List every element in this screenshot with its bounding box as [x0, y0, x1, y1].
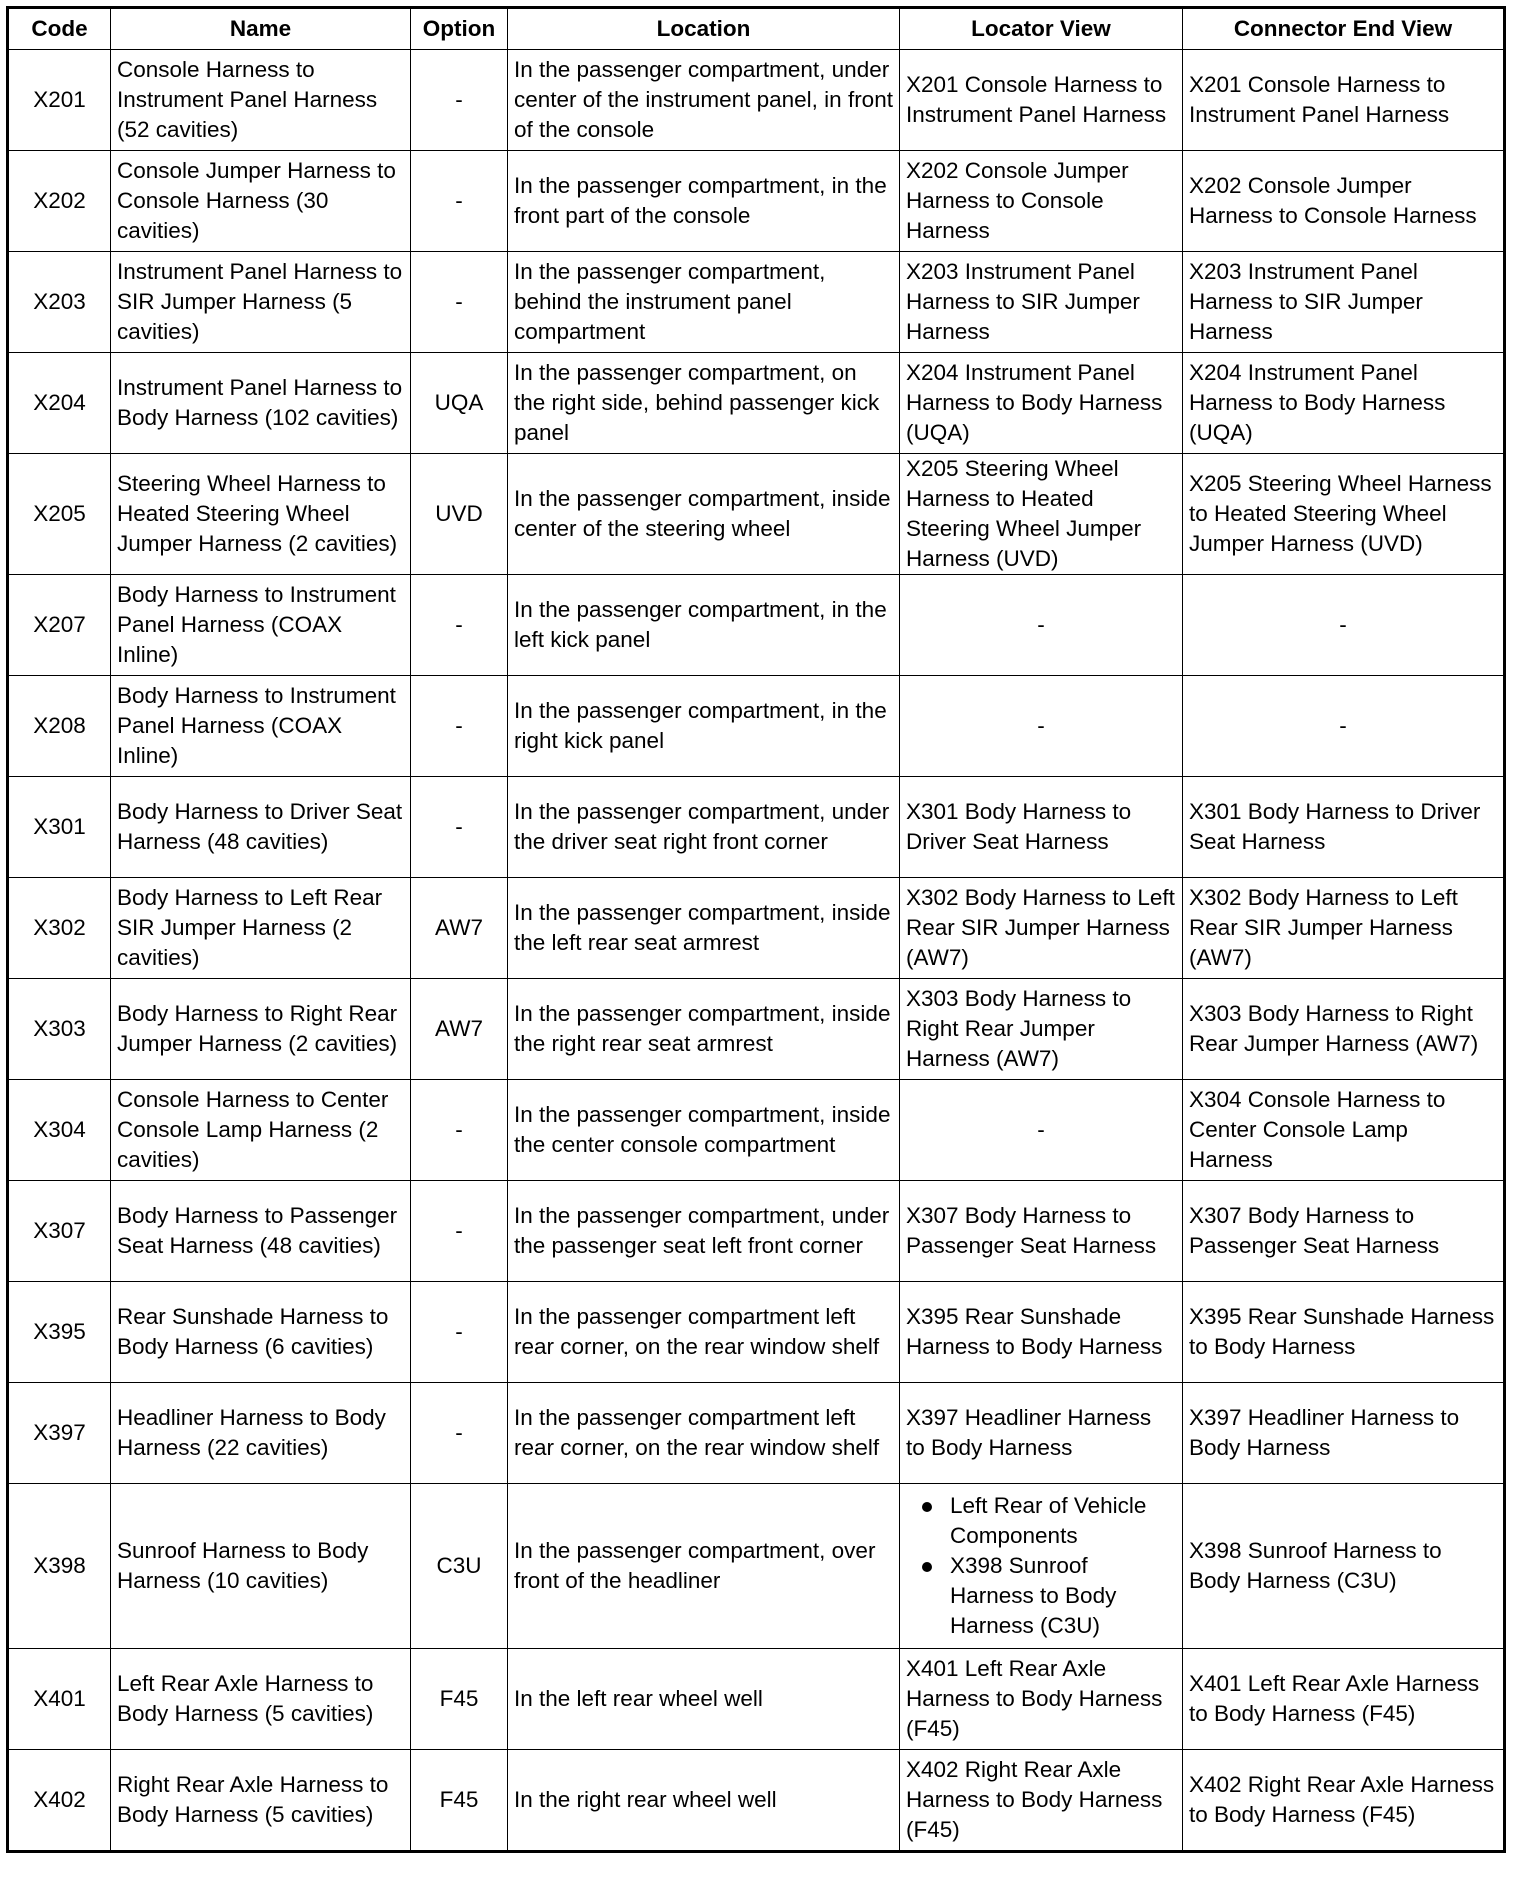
cell-location: In the right rear wheel well [508, 1750, 900, 1852]
bullet-list [906, 1491, 1176, 1641]
cell-locator-view: X201 Console Harness to Instrument Panel Harness [900, 50, 1183, 151]
cell-connector-end-view: X301 Body Harness to Driver Seat Harness [1183, 777, 1505, 878]
cell-option: UQA [411, 353, 508, 454]
cell-location: In the passenger compartment, on the right side, behind passenger kick panel [508, 353, 900, 454]
cell-name: Instrument Panel Harness to SIR Jumper Harness (5 cavities) [111, 252, 411, 353]
cell-option: - [411, 252, 508, 353]
table-row [8, 777, 1505, 878]
table-row [8, 50, 1505, 151]
cell-code: X201 [8, 50, 111, 151]
cell-locator-view: X302 Body Harness to Left Rear SIR Jumper Harness (AW7) [900, 878, 1183, 979]
cell-location: In the passenger compartment left rear corner, on the rear window shelf [508, 1383, 900, 1484]
header-locator-view: Locator View [900, 8, 1183, 50]
table-row [8, 353, 1505, 454]
cell-name: Left Rear Axle Harness to Body Harness (5 cavities) [111, 1649, 411, 1750]
cell-connector-end-view: X401 Left Rear Axle Harness to Body Harness (F45) [1183, 1649, 1505, 1750]
connector-table [6, 6, 1506, 1853]
cell-option: F45 [411, 1750, 508, 1852]
cell-code: X397 [8, 1383, 111, 1484]
table-row [8, 1649, 1505, 1750]
cell-name: Body Harness to Passenger Seat Harness (48 cavities) [111, 1181, 411, 1282]
cell-location: In the passenger compartment, inside center of the steering wheel [508, 454, 900, 575]
cell-code: X208 [8, 676, 111, 777]
cell-connector-end-view: - [1183, 575, 1505, 676]
cell-option: - [411, 1282, 508, 1383]
cell-option: - [411, 1383, 508, 1484]
table-row [8, 1750, 1505, 1852]
header-row [8, 8, 1505, 50]
cell-locator-view [900, 1484, 1183, 1649]
cell-option: - [411, 575, 508, 676]
header-location: Location [508, 8, 900, 50]
cell-location: In the passenger compartment, under the driver seat right front corner [508, 777, 900, 878]
cell-name: Body Harness to Instrument Panel Harness (COAX Inline) [111, 575, 411, 676]
cell-locator-view: X203 Instrument Panel Harness to SIR Jumper Harness [900, 252, 1183, 353]
cell-code: X302 [8, 878, 111, 979]
cell-name: Body Harness to Instrument Panel Harness (COAX Inline) [111, 676, 411, 777]
table-row [8, 252, 1505, 353]
cell-name: Body Harness to Left Rear SIR Jumper Harness (2 cavities) [111, 878, 411, 979]
cell-name: Sunroof Harness to Body Harness (10 cavities) [111, 1484, 411, 1649]
cell-locator-view: - [900, 1080, 1183, 1181]
cell-location: In the passenger compartment, in the left kick panel [508, 575, 900, 676]
cell-code: X203 [8, 252, 111, 353]
table-row [8, 676, 1505, 777]
cell-locator-view: X397 Headliner Harness to Body Harness [900, 1383, 1183, 1484]
cell-connector-end-view: X303 Body Harness to Right Rear Jumper Harness (AW7) [1183, 979, 1505, 1080]
cell-location: In the passenger compartment, behind the instrument panel compartment [508, 252, 900, 353]
cell-location: In the left rear wheel well [508, 1649, 900, 1750]
cell-locator-view: - [900, 575, 1183, 676]
table-row [8, 1484, 1505, 1649]
cell-name: Body Harness to Right Rear Jumper Harness (2 cavities) [111, 979, 411, 1080]
cell-locator-view: X301 Body Harness to Driver Seat Harness [900, 777, 1183, 878]
cell-connector-end-view: X398 Sunroof Harness to Body Harness (C3U) [1183, 1484, 1505, 1649]
table-row [8, 151, 1505, 252]
cell-code: X307 [8, 1181, 111, 1282]
list-item: X398 Sunroof Harness to Body Harness (C3U) [950, 1551, 1176, 1641]
cell-name: Console Harness to Center Console Lamp Harness (2 cavities) [111, 1080, 411, 1181]
cell-location: In the passenger compartment, in the front part of the console [508, 151, 900, 252]
header-connector-end-view: Connector End View [1183, 8, 1505, 50]
cell-code: X304 [8, 1080, 111, 1181]
table-row [8, 1181, 1505, 1282]
cell-option: - [411, 1080, 508, 1181]
cell-locator-view: X204 Instrument Panel Harness to Body Harness (UQA) [900, 353, 1183, 454]
cell-locator-view: X303 Body Harness to Right Rear Jumper Harness (AW7) [900, 979, 1183, 1080]
cell-option: - [411, 676, 508, 777]
cell-name: Right Rear Axle Harness to Body Harness (5 cavities) [111, 1750, 411, 1852]
table-row [8, 454, 1505, 575]
cell-option: - [411, 50, 508, 151]
cell-name: Console Jumper Harness to Console Harness (30 cavities) [111, 151, 411, 252]
cell-locator-view: - [900, 676, 1183, 777]
cell-option: F45 [411, 1649, 508, 1750]
cell-option: C3U [411, 1484, 508, 1649]
header-option: Option [411, 8, 508, 50]
table-row [8, 575, 1505, 676]
table-row [8, 1080, 1505, 1181]
cell-connector-end-view: X395 Rear Sunshade Harness to Body Harness [1183, 1282, 1505, 1383]
cell-code: X395 [8, 1282, 111, 1383]
cell-code: X401 [8, 1649, 111, 1750]
cell-connector-end-view: X307 Body Harness to Passenger Seat Harness [1183, 1181, 1505, 1282]
cell-code: X303 [8, 979, 111, 1080]
cell-locator-view: X402 Right Rear Axle Harness to Body Harness (F45) [900, 1750, 1183, 1852]
cell-locator-view: X205 Steering Wheel Harness to Heated Steering Wheel Jumper Harness (UVD) [900, 454, 1183, 575]
cell-location: In the passenger compartment, in the right kick panel [508, 676, 900, 777]
cell-locator-view: X395 Rear Sunshade Harness to Body Harness [900, 1282, 1183, 1383]
cell-locator-view: X401 Left Rear Axle Harness to Body Harness (F45) [900, 1649, 1183, 1750]
cell-location: In the passenger compartment, inside the right rear seat armrest [508, 979, 900, 1080]
cell-name: Body Harness to Driver Seat Harness (48 cavities) [111, 777, 411, 878]
cell-connector-end-view: X397 Headliner Harness to Body Harness [1183, 1383, 1505, 1484]
table-row [8, 1383, 1505, 1484]
cell-option: UVD [411, 454, 508, 575]
cell-option: - [411, 1181, 508, 1282]
cell-location: In the passenger compartment, inside the center console compartment [508, 1080, 900, 1181]
cell-option: - [411, 151, 508, 252]
cell-code: X202 [8, 151, 111, 252]
header-name: Name [111, 8, 411, 50]
cell-name: Console Harness to Instrument Panel Harness (52 cavities) [111, 50, 411, 151]
cell-option: AW7 [411, 878, 508, 979]
cell-name: Rear Sunshade Harness to Body Harness (6 cavities) [111, 1282, 411, 1383]
cell-code: X402 [8, 1750, 111, 1852]
cell-connector-end-view: X204 Instrument Panel Harness to Body Harness (UQA) [1183, 353, 1505, 454]
list-item: Left Rear of Vehicle Components [950, 1491, 1176, 1551]
cell-connector-end-view: X202 Console Jumper Harness to Console Harness [1183, 151, 1505, 252]
cell-connector-end-view: X203 Instrument Panel Harness to SIR Jumper Harness [1183, 252, 1505, 353]
cell-connector-end-view: - [1183, 676, 1505, 777]
header-code: Code [8, 8, 111, 50]
cell-name: Steering Wheel Harness to Heated Steering Wheel Jumper Harness (2 cavities) [111, 454, 411, 575]
cell-code: X398 [8, 1484, 111, 1649]
cell-connector-end-view: X302 Body Harness to Left Rear SIR Jumper Harness (AW7) [1183, 878, 1505, 979]
cell-location: In the passenger compartment, over front of the headliner [508, 1484, 900, 1649]
cell-location: In the passenger compartment, under center of the instrument panel, in front of the console [508, 50, 900, 151]
cell-connector-end-view: X402 Right Rear Axle Harness to Body Harness (F45) [1183, 1750, 1505, 1852]
cell-locator-view: X307 Body Harness to Passenger Seat Harness [900, 1181, 1183, 1282]
table-row [8, 979, 1505, 1080]
cell-connector-end-view: X205 Steering Wheel Harness to Heated Steering Wheel Jumper Harness (UVD) [1183, 454, 1505, 575]
table-row [8, 1282, 1505, 1383]
cell-locator-view: X202 Console Jumper Harness to Console Harness [900, 151, 1183, 252]
cell-code: X301 [8, 777, 111, 878]
cell-connector-end-view: X304 Console Harness to Center Console Lamp Harness [1183, 1080, 1505, 1181]
cell-connector-end-view: X201 Console Harness to Instrument Panel Harness [1183, 50, 1505, 151]
cell-name: Instrument Panel Harness to Body Harness (102 cavities) [111, 353, 411, 454]
cell-location: In the passenger compartment, under the passenger seat left front corner [508, 1181, 900, 1282]
cell-code: X205 [8, 454, 111, 575]
cell-code: X204 [8, 353, 111, 454]
cell-option: - [411, 777, 508, 878]
cell-option: AW7 [411, 979, 508, 1080]
cell-location: In the passenger compartment, inside the left rear seat armrest [508, 878, 900, 979]
cell-location: In the passenger compartment left rear corner, on the rear window shelf [508, 1282, 900, 1383]
table-row [8, 878, 1505, 979]
cell-name: Headliner Harness to Body Harness (22 cavities) [111, 1383, 411, 1484]
cell-code: X207 [8, 575, 111, 676]
